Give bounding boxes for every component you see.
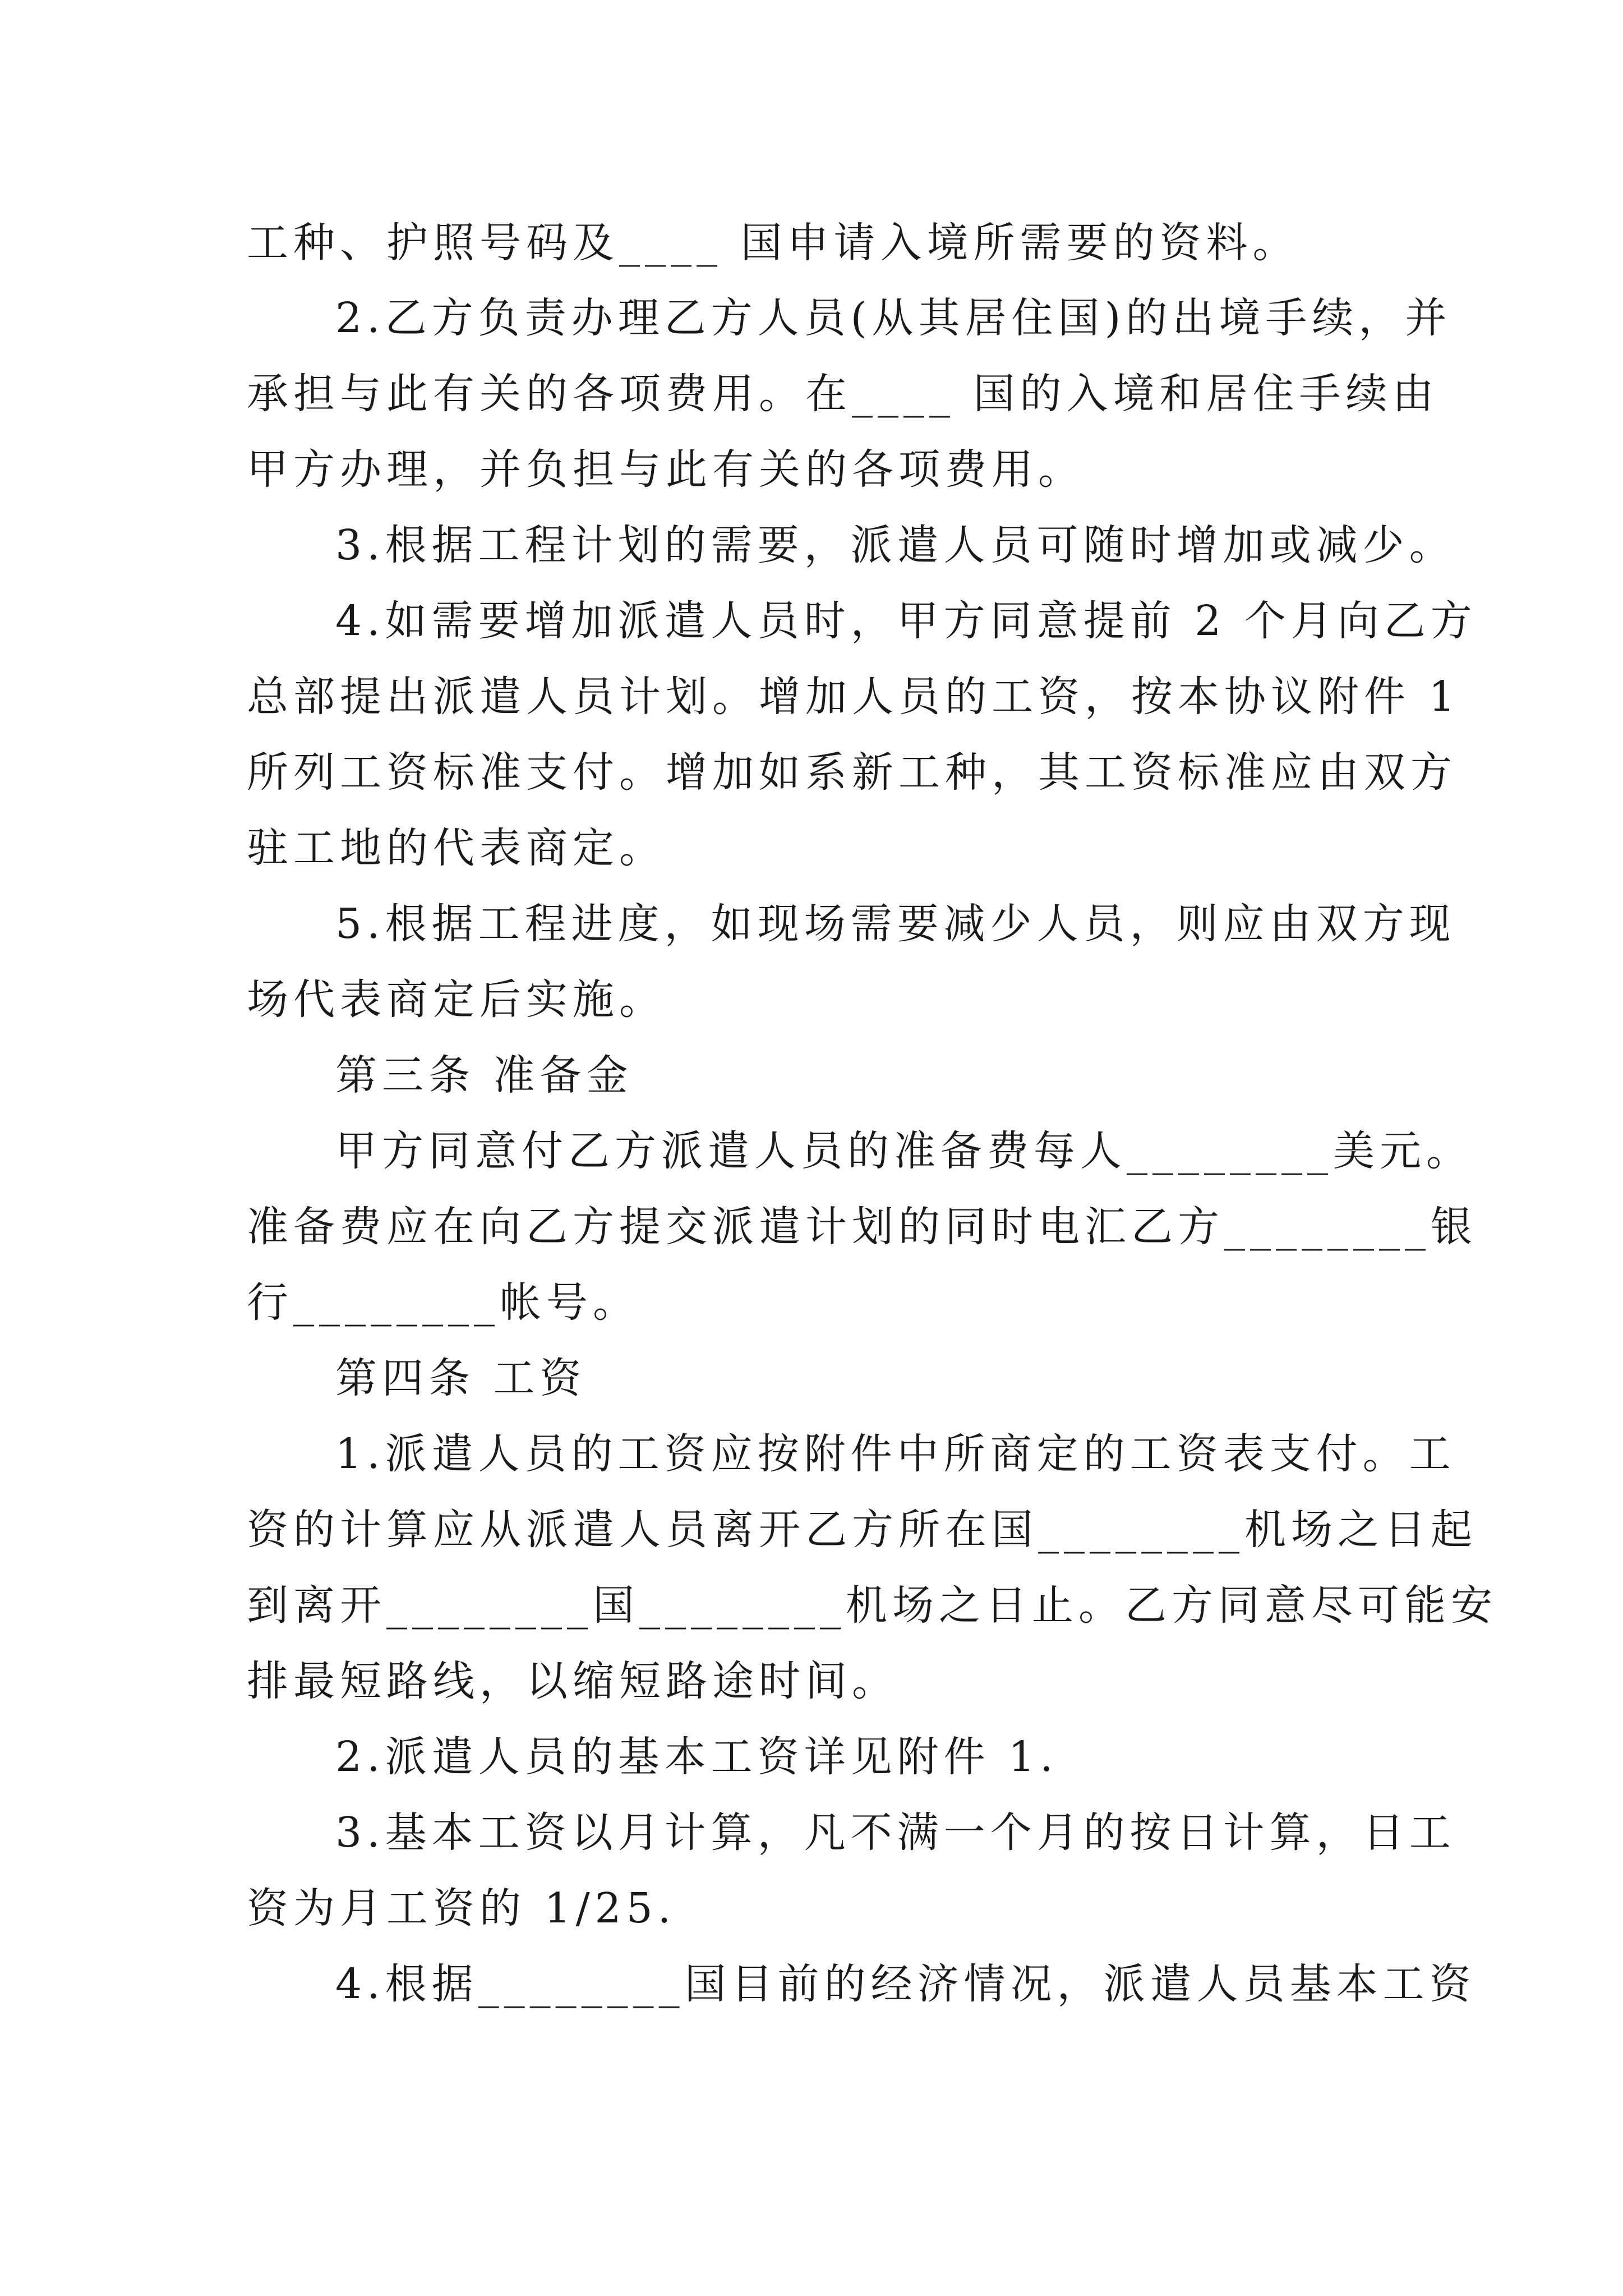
text-line: 甲方同意付乙方派遣人员的准备费每人________美元。: [335, 1127, 1473, 1175]
text-line: 1.派遣人员的工资应按附件中所商定的工资表支付。工: [335, 1430, 1456, 1478]
text-line: 承担与此有关的各项费用。在____ 国的入境和居住手续由: [247, 370, 1439, 418]
text-line: 总部提出派遣人员计划。增加人员的工资，按本协议附件 1: [247, 673, 1460, 721]
text-line: 排最短路线，以缩短路途时间。: [247, 1657, 898, 1705]
text-line: 资为月工资的 1/25.: [247, 1884, 676, 1932]
text-line: 甲方办理，并负担与此有关的各项费用。: [247, 445, 1085, 494]
text-line: 准备费应在向乙方提交派遣计划的同时电汇乙方________银: [247, 1203, 1477, 1251]
section-heading: 第三条 准备金: [335, 1051, 633, 1099]
text-line: 4.如需要增加派遣人员时，甲方同意提前 2 个月向乙方: [335, 597, 1477, 645]
section-heading: 第四条 工资: [335, 1354, 587, 1402]
text-line: 3.基本工资以月计算，凡不满一个月的按日计算，日工: [335, 1809, 1456, 1857]
text-line: 3.根据工程计划的需要，派遣人员可随时增加或减少。: [335, 521, 1456, 569]
text-line: 工种、护照号码及____ 国申请入境所需要的资料。: [247, 219, 1299, 267]
text-line: 驻工地的代表商定。: [247, 824, 666, 872]
text-line: 场代表商定后实施。: [247, 976, 666, 1024]
text-line: 到离开________国________机场之日止。乙方同意尽可能安: [247, 1581, 1497, 1630]
text-line: 所列工资标准支付。增加如系新工种，其工资标准应由双方: [247, 748, 1457, 797]
text-line: 行________帐号。: [247, 1278, 639, 1327]
text-line: 2.派遣人员的基本工资详见附件 1.: [335, 1733, 1058, 1781]
text-line: 5.根据工程进度，如现场需要减少人员，则应由双方现: [335, 900, 1456, 948]
text-line: 2.乙方负责办理乙方人员(从其居住国)的出境手续，并: [335, 294, 1452, 342]
text-line: 4.根据________国目前的经济情况，派遣人员基本工资: [335, 1960, 1476, 2008]
text-line: 资的计算应从派遣人员离开乙方所在国________机场之日起: [247, 1506, 1477, 1554]
